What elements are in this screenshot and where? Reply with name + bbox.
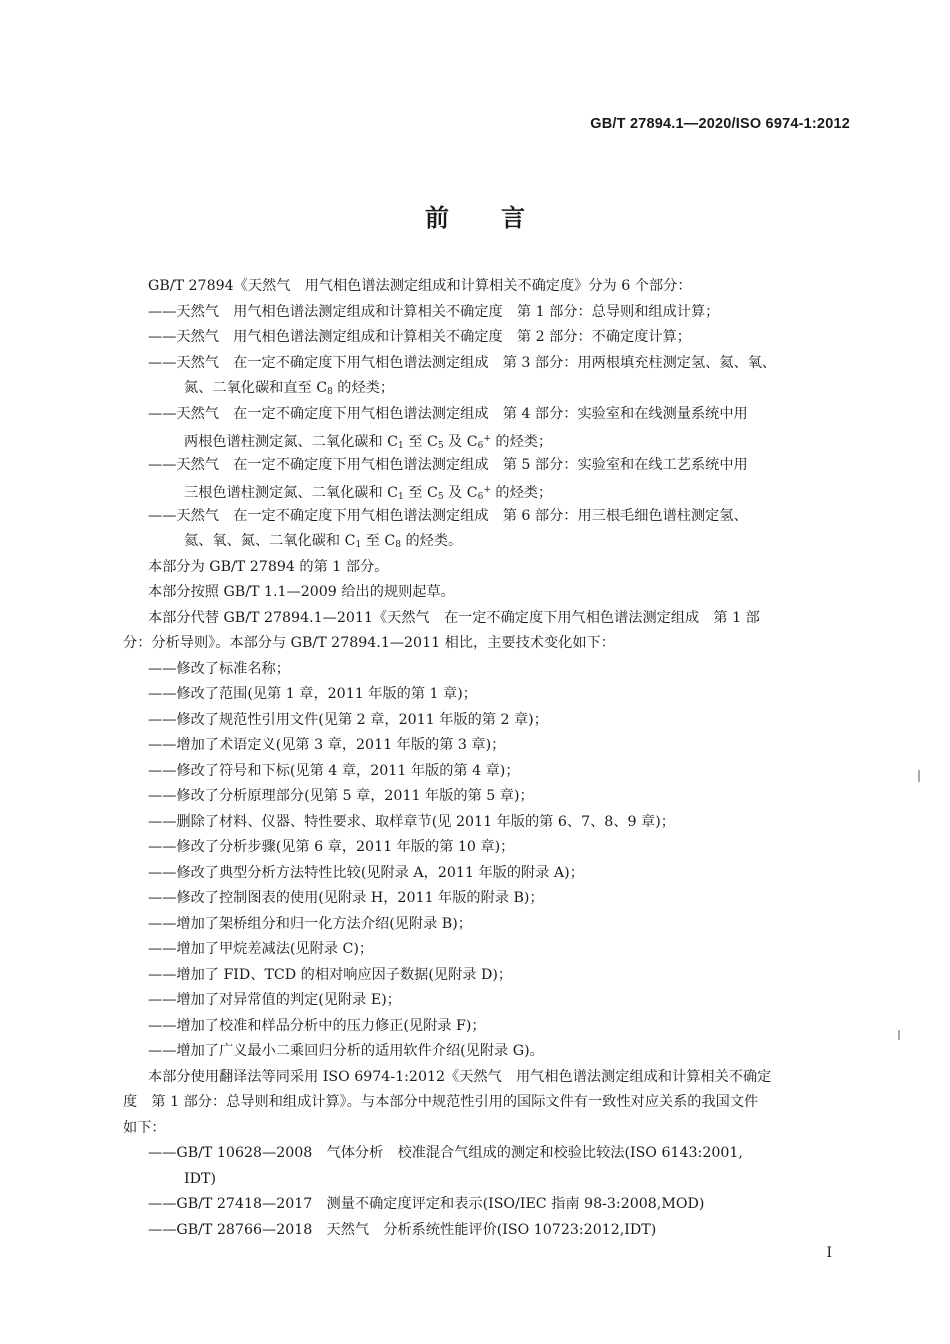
replace-statement-continuation: 分：分析导则》。本部分与 GB/T 27894.1—2011 相比，主要技术变化如下：	[123, 635, 615, 651]
translation-statement-continuation: 如下：	[123, 1119, 166, 1136]
intro-paragraph: GB/T 27894《天然气 用气相色谱法测定组成和计算相关不确定度》分为 6 个部分：	[148, 278, 692, 294]
change-item: ——增加了架桥组分和归一化方法介绍(见附录 B)；	[148, 915, 472, 932]
document-body	[123, 274, 856, 1243]
change-item: ——修改了范围(见第 1 章，2011 年版的第 1 章)；	[148, 686, 477, 702]
part-item: ——天然气 在一定不确定度下用气相色谱法测定组成 第 6 部分：用三根毛细色谱柱测定氢、	[148, 507, 748, 524]
change-item: ——删除了材料、仪器、特性要求、取样章节(见 2011 年版的第 6、7、8、9 章)；	[148, 813, 675, 830]
scan-artifact	[918, 770, 920, 782]
part-item: ——天然气 在一定不确定度下用气相色谱法测定组成 第 4 部分：实验室和在线测量系统中用	[148, 405, 748, 422]
change-item: ——修改了典型分析方法特性比较(见附录 A，2011 年版的附录 A)；	[148, 864, 584, 881]
part-item-continuation: 三根色谱柱测定氮、二氧化碳和 $C_1$ 至 $C_5$ 及 $C_6^+$ 的烃类；	[184, 485, 553, 502]
part-statement: 本部分为 GB/T 27894 的第 1 部分。	[148, 558, 389, 575]
part-item: ——天然气 在一定不确定度下用气相色谱法测定组成 第 5 部分：实验室和在线工艺系统中用	[148, 456, 748, 473]
standard-code: GB/T 27894.1—2020/ISO 6974-1:2012	[590, 116, 850, 132]
reference-item: ——GB/T 27418—2017 测量不确定度评定和表示(ISO/IEC 指南 98-3:2008,MOD)	[148, 1196, 705, 1212]
part-item: ——天然气 用气相色谱法测定组成和计算相关不确定度 第 1 部分：总导则和组成计算；	[148, 303, 720, 320]
part-item-continuation: 氦、氧、氮、二氧化碳和 $C_1$ 至 $C_8$ 的烃类。	[184, 533, 463, 550]
replace-statement: 本部分代替 GB/T 27894.1—2011《天然气 在一定不确定度下用气相色谱法测定组成 第 1 部	[148, 609, 760, 626]
change-item: ——修改了控制图表的使用(见附录 H，2011 年版的附录 B)；	[148, 890, 544, 906]
change-item: ——增加了甲烷差减法(见附录 C)；	[148, 941, 374, 957]
change-item: ——增加了术语定义(见第 3 章，2011 年版的第 3 章)；	[148, 737, 506, 753]
scan-artifact	[898, 1030, 900, 1040]
change-item: ——修改了标准名称；	[148, 660, 290, 677]
change-item: ——增加了广义最小二乘回归分析的适用软件介绍(见附录 G)。	[148, 1043, 544, 1059]
change-item: ——修改了规范性引用文件(见第 2 章，2011 年版的第 2 章)；	[148, 711, 548, 728]
change-item: ——增加了对异常值的判定(见附录 E)；	[148, 992, 401, 1008]
part-item-continuation: 两根色谱柱测定氮、二氧化碳和 $C_1$ 至 $C_5$ 及 $C_6^+$ 的烃类；	[184, 434, 553, 451]
translation-statement-continuation: 度 第 1 部分：总导则和组成计算》。与本部分中规范性引用的国际文件有一致性对应关系的我国文件	[123, 1094, 759, 1110]
page-title: 前言	[425, 204, 577, 232]
reference-item-continuation: IDT)	[184, 1170, 216, 1187]
change-item: ——增加了 FID、TCD 的相对响应因子数据(见附录 D)；	[148, 966, 513, 983]
part-item: ——天然气 在一定不确定度下用气相色谱法测定组成 第 3 部分：用两根填充柱测定氢、氦、氧、	[148, 354, 777, 371]
change-item: ——修改了符号和下标(见第 4 章，2011 年版的第 4 章)；	[148, 762, 520, 779]
change-item: ——增加了校准和样品分析中的压力修正(见附录 F)；	[148, 1017, 486, 1034]
part-item: ——天然气 用气相色谱法测定组成和计算相关不确定度 第 2 部分：不确定度计算；	[148, 329, 691, 345]
change-item: ——修改了分析原理部分(见第 5 章，2011 年版的第 5 章)；	[148, 788, 534, 804]
page-number: I	[826, 1245, 832, 1261]
change-item: ——修改了分析步骤(见第 6 章，2011 年版的第 10 章)；	[148, 839, 515, 855]
reference-item: ——GB/T 10628—2008 气体分析 校准混合气组成的测定和校验比较法(ISO 6143:2001,	[148, 1145, 743, 1161]
translation-statement: 本部分使用翻译法等同采用 ISO 6974-1:2012《天然气 用气相色谱法测定组成和计算相关不确定	[148, 1068, 772, 1085]
rules-statement: 本部分按照 GB/T 1.1—2009 给出的规则起草。	[148, 584, 455, 600]
reference-item: ——GB/T 28766—2018 天然气 分析系统性能评价(ISO 10723:2012,IDT)	[148, 1221, 657, 1238]
part-item-continuation: 氮、二氧化碳和直至 $C_8$ 的烃类；	[184, 380, 395, 397]
